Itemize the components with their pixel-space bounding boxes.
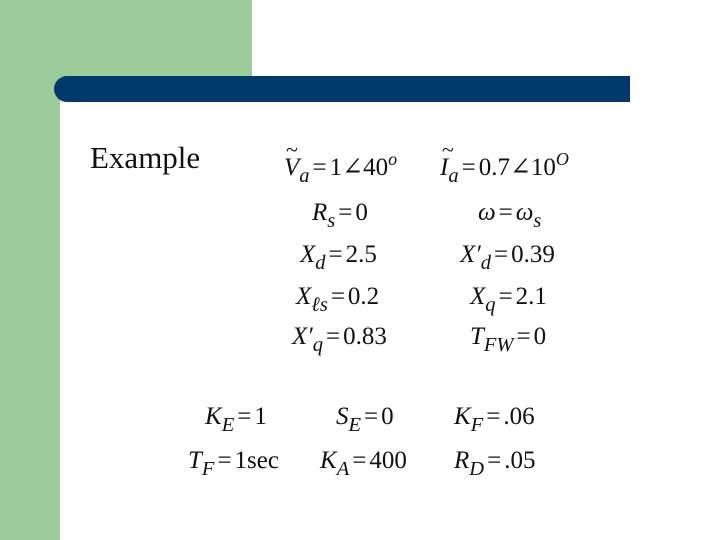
equation-se: $S_E = 0$ <box>336 403 394 437</box>
equation-ia: ~ $I_a$ = $0.7\angle 10^O$ <box>440 153 569 183</box>
equation-rs: $R_s = 0$ <box>312 199 368 233</box>
equation-omega: $\omega = \omega_s$ <box>478 199 542 233</box>
equation-va: ~ $V_a$ = $1\angle 40^o$ <box>284 153 397 183</box>
equation-rd: $R_D = .05$ <box>454 447 536 481</box>
equation-xls: $X_{\ell s} = 0.2$ <box>296 283 380 317</box>
equation-kf: $K_F = .06$ <box>454 403 535 437</box>
title-rule-bar <box>54 76 630 102</box>
left-accent-bar <box>0 0 60 540</box>
equation-xq-prime: $X'_q = 0.83$ <box>292 323 387 357</box>
equation-xd: $X_d = 2.5$ <box>300 241 377 275</box>
equation-tf: $T_F = 1\sec$ <box>188 447 279 481</box>
equation-tfw: $T_{FW} = 0$ <box>470 323 547 357</box>
equation-ke: $K_E = 1$ <box>205 403 267 437</box>
slide-title: Example <box>90 140 201 175</box>
equation-xq: $X_q = 2.1$ <box>470 283 547 317</box>
equation-ka: $K_A = 400$ <box>320 447 407 481</box>
equation-xd-prime: $X'_d = 0.39$ <box>460 241 555 275</box>
